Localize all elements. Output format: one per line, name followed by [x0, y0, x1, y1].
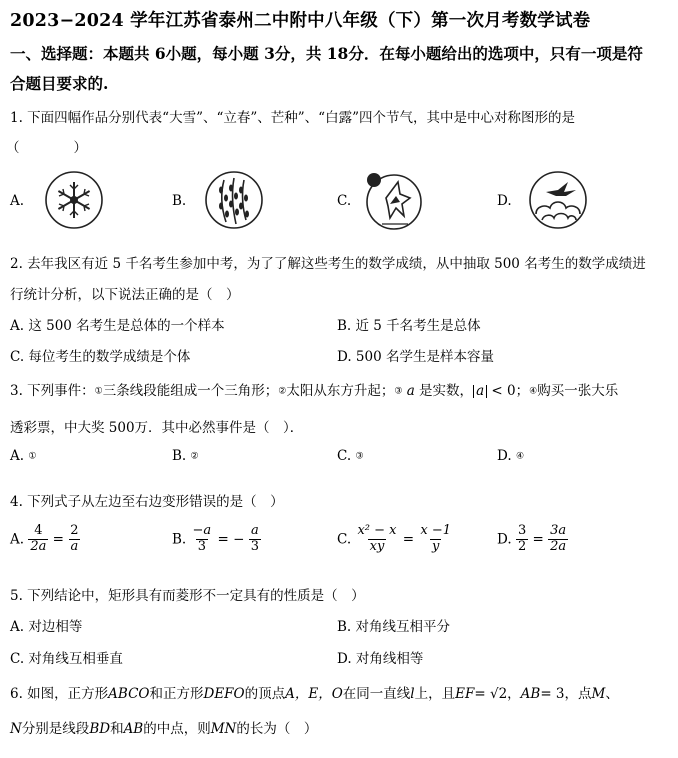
- q3-option-d[interactable]: D. ④: [497, 448, 525, 464]
- willow-icon: [204, 170, 264, 230]
- q3-intro: 3. 下列事件：: [10, 383, 95, 399]
- q2-option-a[interactable]: A. 这 500 名考生是总体的一个样本: [10, 318, 225, 334]
- q3-event-3-marker: ③: [394, 386, 403, 397]
- q3-event-3: 是实数，: [414, 383, 474, 399]
- q4-stem: 4. 下列式子从左边至右边变形错误的是（ ）: [10, 494, 284, 510]
- section-heading-line1: 一、选择题：本题共 6小题，每小题 3分，共 18分．在每小题给出的选项中，只有一项是符: [10, 44, 643, 63]
- q3-stem-line2: 透彩票，中大奖 500万．其中必然事件是（ ）．: [10, 420, 304, 436]
- q1-option-b-label[interactable]: B.: [172, 193, 187, 209]
- q3-event-1: 三条线段能组成一个三角形；: [102, 383, 279, 399]
- q2-stem-line1: 2. 去年我区有近 5 千名考生参加中考，为了了解这些考生的数学成绩，从中抽取 500 名考生的数学成绩进: [10, 256, 646, 272]
- q3-event-2-marker: ②: [278, 386, 287, 397]
- q3-event-1-marker: ①: [94, 386, 103, 397]
- q2-option-b[interactable]: B. 近 5 千名考生是总体: [337, 318, 481, 334]
- q1-stem-line2: （ ）: [6, 140, 87, 156]
- q3-option-b[interactable]: B. ②: [172, 448, 199, 464]
- q1-option-c-label[interactable]: C.: [337, 193, 352, 209]
- q3-abs-a: a: [473, 385, 487, 398]
- q4-option-d[interactable]: D. $\frac{3}{2}$ = $\frac{3a}{2a}$: [497, 523, 567, 554]
- q3-stem-line1: [10, 379, 618, 399]
- q5-option-a[interactable]: A. 对边相等: [10, 619, 83, 635]
- snowflake-icon: [44, 170, 104, 230]
- q2-stem-line2: 行统计分析，以下说法正确的是（ ）: [10, 287, 240, 303]
- q6-stem-line2: N分别是线段BD和AB的中点，则MN的长为（ ）: [10, 721, 318, 737]
- q3-inequality: < 0；: [491, 383, 530, 399]
- swallow-cloud-icon: [528, 170, 588, 230]
- q4-option-c[interactable]: C. $\frac{\text{x² − x}}{xy}$ = $\frac{x -1}{y}$: [337, 523, 452, 554]
- q2-option-c[interactable]: C. 每位考生的数学成绩是个体: [10, 349, 191, 365]
- q1-option-d-label[interactable]: D.: [497, 193, 512, 209]
- q5-stem: 5. 下列结论中，矩形具有而菱形不一定具有的性质是（ ）: [10, 588, 365, 604]
- section-heading-line2: 合题目要求的.: [10, 74, 109, 93]
- q6-stem-line1: 6. 如图，正方形ABCO和正方形DEFO的顶点A，E，O在同一直线l上，且EF= √2，AB= 3，点M、: [10, 686, 619, 702]
- q3-event-4: 购买一张大乐: [537, 383, 619, 399]
- q3-event-4-marker: ④: [529, 386, 538, 397]
- q3-var-a: a: [406, 383, 415, 399]
- q3-option-a[interactable]: A. ①: [10, 448, 37, 464]
- q1-option-a-label[interactable]: A.: [10, 193, 25, 209]
- q1-stem-line1: 1. 下面四幅作品分别代表“大雪”、“立春”、芒种”、“白露”四个节气，其中是中心对称图形的是: [10, 110, 575, 126]
- q5-option-c[interactable]: C. 对角线互相垂直: [10, 651, 123, 667]
- q3-option-c[interactable]: C. ③: [337, 448, 364, 464]
- page-title: 2023−2024 学年江苏省泰州二中附中八年级（下）第一次月考数学试卷: [10, 11, 591, 31]
- q2-option-d[interactable]: D. 500 名学生是样本容量: [337, 349, 494, 365]
- q4-option-a[interactable]: A. $\frac{4}{2a}$ = $\frac{2}{a}$: [10, 523, 79, 554]
- bird-sun-icon: [362, 168, 426, 232]
- q5-option-d[interactable]: D. 对角线相等: [337, 651, 424, 667]
- q3-event-2: 太阳从东方升起；: [286, 383, 395, 399]
- q5-option-b[interactable]: B. 对角线互相平分: [337, 619, 451, 635]
- q4-option-b[interactable]: B. $\frac{-a}{3}$ = − $\frac{a}{3}$: [172, 523, 259, 554]
